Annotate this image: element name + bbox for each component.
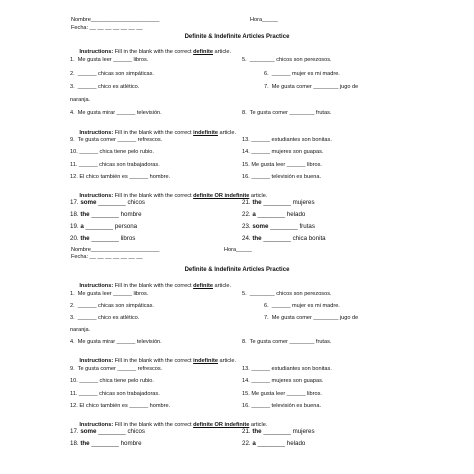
- instructions-keyword: definite OR indefinite: [193, 422, 250, 428]
- question-11: 11. ______ chicas son trabajadoras.: [70, 162, 160, 168]
- question-8: 8. Te gusta comer ________ frutas.: [242, 110, 332, 116]
- question-9: 9. Te gusta comer ______ refrescos.: [70, 366, 163, 372]
- instructions-keyword: definite: [193, 49, 213, 55]
- instructions-tail: article.: [217, 358, 237, 364]
- fecha-field: Fecha: __ __ __ __ __ __ __: [71, 25, 143, 31]
- question-9: 9. Te gusta comer ______ refrescos.: [70, 137, 163, 143]
- instructions-lead: Instructions:: [79, 358, 114, 364]
- question-3: 3. ______ chico es atlético.: [70, 84, 140, 90]
- question-15: 15. Me gusta leer ______ libros.: [242, 162, 322, 168]
- question-13: 13. ______ estudiantes son bonitas.: [242, 137, 332, 143]
- question-24: 24. the ________ chica bonita: [242, 235, 326, 242]
- question-3: 3. ______ chico es atlético.: [70, 315, 140, 321]
- question-1: 1. Me gusta leer ______ libros.: [70, 291, 149, 297]
- question-8: 8. Te gusta comer ________ frutas.: [242, 339, 332, 345]
- question-10: 10. ______ chica tiene pelo rubio.: [70, 149, 154, 155]
- question-2: 2. ______ chicas son simpáticas.: [70, 303, 154, 309]
- question-16: 16. ______ televisión es buena.: [242, 174, 321, 180]
- question-17: 17. some ________ chicos: [70, 199, 146, 206]
- question-11: 11. ______ chicas son trabajadoras.: [70, 391, 160, 397]
- nombre-field: Nombre______________________: [71, 247, 160, 253]
- question-1: 1. Me gusta leer ______ libros.: [70, 57, 149, 63]
- instructions-tail: article.: [213, 283, 232, 289]
- instructions-keyword: definite: [193, 283, 213, 289]
- question-4: 4. Me gusta mirar ______ televisión.: [70, 110, 162, 116]
- question-14: 14. ______ mujeres son guapas.: [242, 149, 324, 155]
- question-7: 7. Me gusta comer ________ jugo de: [264, 84, 359, 90]
- question-10: 10. ______ chica tiene pelo rubio.: [70, 378, 154, 384]
- question-18: 18. the ________ hombre: [70, 440, 142, 447]
- question-13: 13. ______ estudiantes son bonitas.: [242, 366, 332, 372]
- instructions-text: Fill in the blank with the correct: [113, 283, 194, 289]
- instructions-text: Fill in the blank with the correct: [113, 193, 194, 199]
- question-6: 6. ______ mujer es mi madre.: [264, 303, 340, 309]
- instructions-lead: Instructions:: [79, 283, 114, 289]
- instructions-tail: article.: [249, 422, 268, 428]
- instructions-text: Fill in the blank with the correct: [113, 130, 194, 136]
- question-22: 22. a ________ helado: [242, 211, 306, 218]
- instructions-text: Fill in the blank with the correct: [113, 358, 194, 364]
- question-19: 19. a ________ persona: [70, 223, 138, 230]
- worksheet-title: Definite & Indefinite Articles Practice: [184, 34, 290, 40]
- question-5: 5. ________ chicos son perezosos.: [242, 291, 332, 297]
- question-5: 5. ________ chicos son perezosos.: [242, 57, 332, 63]
- instructions-text: Fill in the blank with the correct: [113, 422, 194, 428]
- instructions-keyword: indefinite: [193, 130, 218, 136]
- worksheet-title: Definite & Indefinite Articles Practice: [184, 267, 290, 273]
- hora-field: Hora_____: [224, 247, 252, 253]
- question-20: 20. the ________ libros: [70, 235, 136, 242]
- question-18: 18. the ________ hombre: [70, 211, 142, 218]
- question-14: 14. ______ mujeres son guapas.: [242, 378, 324, 384]
- instructions-lead: Instructions:: [79, 130, 114, 136]
- instructions-tail: article.: [213, 49, 232, 55]
- question-6: 6. ______ mujer es mi madre.: [264, 71, 340, 77]
- question-4: 4. Me gusta mirar ______ televisión.: [70, 339, 162, 345]
- question-7: 7. Me gusta comer ________ jugo de: [264, 315, 359, 321]
- instructions-lead: Instructions:: [79, 49, 114, 55]
- question-12: 12. El chico también es ______ hombre.: [70, 174, 171, 180]
- instructions-keyword: indefinite: [193, 358, 218, 364]
- instructions-tail: article.: [249, 193, 268, 199]
- question-17: 17. some ________ chicos: [70, 428, 146, 435]
- instructions-lead: Instructions:: [79, 193, 114, 199]
- instructions-text: Fill in the blank with the correct: [113, 49, 194, 55]
- instructions-tail: article.: [217, 130, 237, 136]
- question-12: 12. El chico también es ______ hombre.: [70, 403, 171, 409]
- instructions-lead: Instructions:: [79, 422, 114, 428]
- question-2: 2. ______ chicas son simpáticas.: [70, 71, 154, 77]
- question-15: 15. Me gusta leer ______ libros.: [242, 391, 322, 397]
- question-22: 22. a ________ helado: [242, 440, 306, 447]
- question-23: 23. some ________ frutas: [242, 223, 315, 230]
- question-7-continued: naranja.: [70, 97, 91, 103]
- nombre-field: Nombre______________________: [71, 17, 160, 23]
- question-16: 16. ______ televisión es buena.: [242, 403, 321, 409]
- question-21: 21. the ________ mujeres: [242, 199, 315, 206]
- question-7-continued: naranja.: [70, 327, 91, 333]
- fecha-field: Fecha: __ __ __ __ __ __ __: [71, 254, 143, 260]
- hora-field: Hora_____: [250, 17, 278, 23]
- instructions-keyword: definite OR indefinite: [193, 193, 250, 199]
- question-21: 21. the ________ mujeres: [242, 428, 315, 435]
